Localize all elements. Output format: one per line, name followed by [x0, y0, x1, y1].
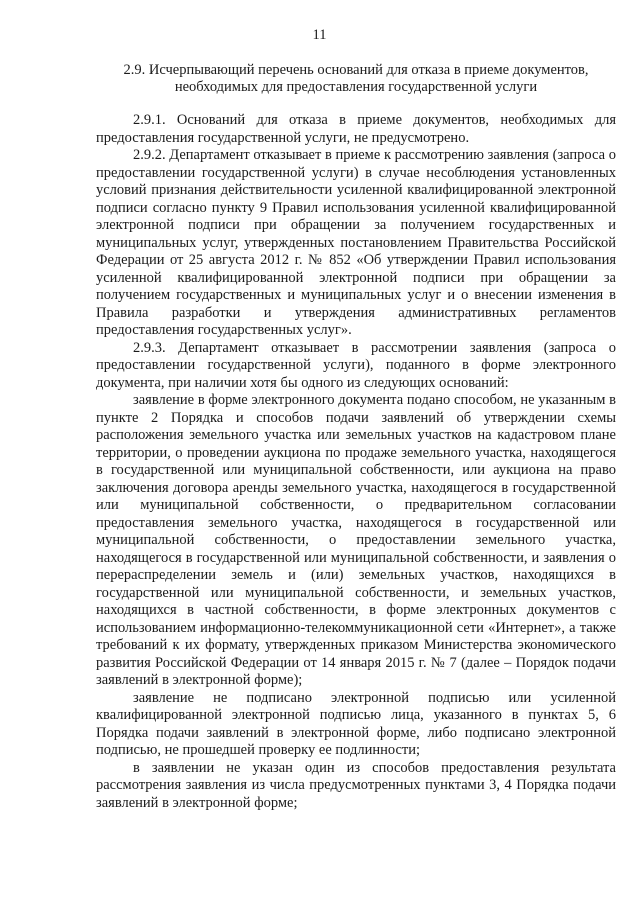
list-item-grounds-2: заявление не подписано электронной подписью или усиленной квалифицированной электронной подписью лица, указанного в пунктах 5, 6 Порядка подачи заявлений в электронной форме, либо подписано электронной подписью, не прошедшей проверку ее подлинности;	[96, 689, 616, 758]
section-heading-line-2: необходимых для предоставления государственной услуги	[174, 79, 538, 95]
section-heading-line-1: 2.9. Исчерпывающий перечень оснований для отказа в приеме документов,	[123, 62, 589, 78]
section-heading	[96, 62, 616, 96]
list-item-grounds-3: в заявлении не указан один из способов предоставления результата рассмотрения заявления из числа предусмотренных пунктами 3, 4 Порядка подачи заявлений в электронной форме;	[96, 759, 616, 811]
body-text	[96, 112, 616, 812]
page-number: 11	[312, 27, 327, 43]
paragraph-2-9-2: 2.9.2. Департамент отказывает в приеме к рассмотрению заявления (запроса о предоставлении государственной услуги) в случае несоблюдения установленных условий признания действительности усиленной квалифицированной электронной подписи согласно пункту 9 Правил использования усиленной квалифицированной электронной подписи при обращении за получением государственных и муниципальных услуг, утвержденных постановлением Правительства Российской Федерации от 25 августа 2012 г. № 852 «Об утверждении Правил использования усиленной квалифицированной электронной подписи при обращении за получением государственных и муниципальных услуг и о внесении изменения в Правила разработки и утверждения административных регламентов предоставления государственных услуг».	[96, 147, 616, 338]
list-item-grounds-1: заявление в форме электронного документа подано способом, не указанным в пункте 2 Порядка и способов подачи заявлений об утверждении схемы расположения земельного участка или земельных участков на кадастровом плане территории, о проведении аукциона по продаже земельного участка, находящегося в государственной или муниципальной собственности, или аукциона на право заключения договора аренды земельного участка, находящегося в государственной или муниципальной собственности, о предварительном согласовании предоставления земельного участка, находящегося в государственной или муниципальной собственности, о предоставлении земельного участка, находящегося в государственной или муниципальной собственности, и заявления о перераспределении земель и (или) земельных участков, находящихся в государственной или муниципальной собственности, и земельных участков, находящихся в частной собственности, в форме электронных документов с использованием информационно-телекоммуникационной сети «Интернет», а также требований к их формату, утвержденных приказом Министерства экономического развития Российской Федерации от 14 января 2015 г. № 7 (далее – Порядок подачи заявлений в электронной форме);	[96, 392, 616, 688]
paragraph-2-9-3: 2.9.3. Департамент отказывает в рассмотрении заявления (запроса о предоставлении государственной услуги), поданного в форме электронного документа, при наличии хотя бы одного из следующих оснований:	[96, 339, 616, 391]
paragraph-2-9-1: 2.9.1. Оснований для отказа в приеме документов, необходимых для предоставления государственной услуги, не предусмотрено.	[96, 112, 616, 146]
